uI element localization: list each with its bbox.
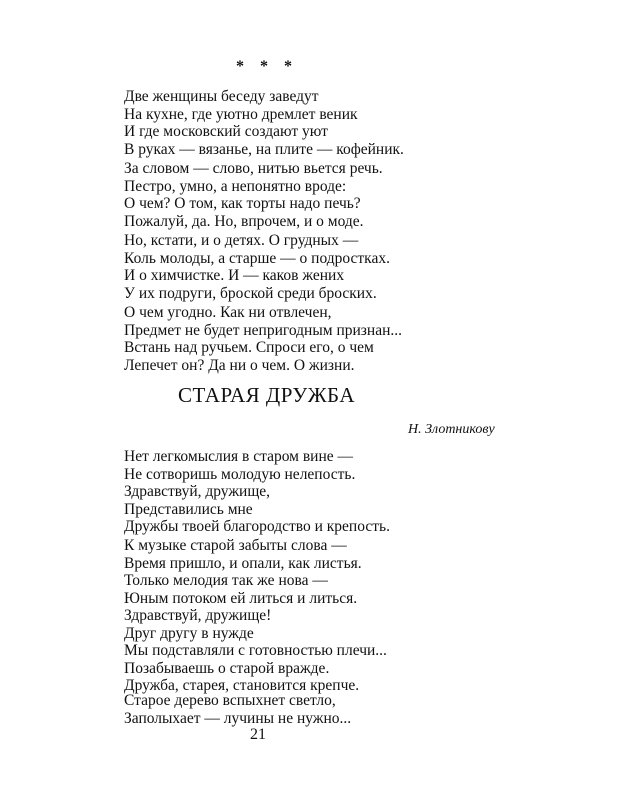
poem-line: И где московский создают уют	[124, 123, 328, 140]
poem-line: В руках — вязанье, на плите — кофейник.	[124, 140, 404, 158]
poem-line: Дружба, старея, становится крепче.	[124, 677, 360, 694]
poem-line: Здравствуй, дружище!	[124, 607, 272, 624]
poem1-stanza-2	[124, 160, 383, 230]
poem1-stanza-1	[124, 88, 404, 158]
poem-line: И о химчистке. И — каков жених	[124, 267, 345, 284]
poem-line: Пестро, умно, а непонятно вроде:	[124, 177, 347, 195]
page-number: 21	[250, 726, 266, 743]
poem-line: Только мелодия так же нова —	[124, 572, 328, 589]
poem2-stanza-3	[124, 607, 387, 695]
poem-line: О чем? О том, как торты надо печь?	[124, 195, 361, 212]
poem1-stanza-4	[124, 304, 402, 374]
section-separator: * * *	[236, 58, 298, 75]
poem-line: У их подруги, броской среди броских.	[124, 284, 377, 302]
poem-line: Время пришло, и опали, как листья.	[124, 554, 362, 572]
poem-line: Встань над ручьем. Спроси его, о чем	[124, 339, 374, 356]
poem-line: Но, кстати, и о детях. О грудных —	[124, 232, 359, 249]
poem-line: Друг другу в нужде	[124, 624, 254, 642]
poem-line: Нет легкомыслия в старом вине —	[124, 448, 353, 465]
poem-line: Юным потоком ей литься и литься.	[124, 589, 358, 607]
poem-line: Старое дерево вспыхнет светло,	[124, 692, 336, 709]
poem-line: Представились мне	[124, 500, 253, 518]
poem-dedication: Н. Злотникову	[408, 422, 495, 437]
poem-line: Позабываешь о старой вражде.	[124, 659, 330, 677]
poem-line: Заполыхает — лучины не нужно...	[124, 709, 352, 727]
poem-line: Предмет не будет непригодным признан...	[124, 321, 403, 339]
poem-line: Мы подставляли с готовностью плечи...	[124, 642, 387, 659]
poem-line: К музыке старой забыты слова —	[124, 537, 347, 554]
poem-line: Пожалуй, да. Но, впрочем, и о моде.	[124, 212, 364, 230]
poem2-stanza-4	[124, 692, 351, 727]
poem-line: Здравствуй, дружище,	[124, 483, 271, 500]
poem-line: Коль молоды, а старше — о подростках.	[124, 249, 390, 267]
poem1-stanza-3	[124, 232, 390, 302]
poem-line: О чем угодно. Как ни отвлечен,	[124, 304, 332, 321]
poem-line: На кухне, где уютно дремлет веник	[124, 105, 358, 123]
poem-line: Дружбы твоей благородство и крепость.	[124, 518, 390, 535]
poem-line: За словом — слово, нитью вьется речь.	[124, 160, 383, 177]
poem2-stanza-1	[124, 448, 390, 536]
poem-title: СТАРАЯ ДРУЖБА	[178, 383, 355, 407]
poem-line: Две женщины беседу заведут	[124, 88, 319, 105]
poem-line: Лепечет он? Да ни о чем. О жизни.	[124, 356, 355, 374]
poem2-stanza-2	[124, 537, 362, 607]
poem-line: Не сотворишь молодую нелепость.	[124, 465, 356, 483]
